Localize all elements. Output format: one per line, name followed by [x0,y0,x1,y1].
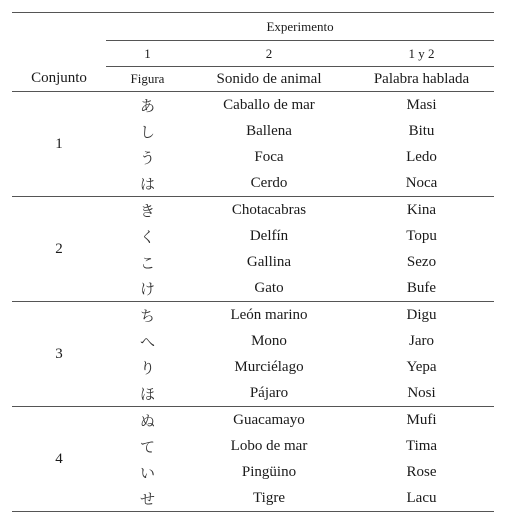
figure-glyph: き [139,201,155,220]
spoken-word: Rose [406,463,437,480]
figure-glyph: い [139,463,155,482]
header-blank [12,13,106,41]
set-number: 3 [12,302,106,407]
figure-glyph: う [139,148,155,167]
table-row [12,92,494,119]
spoken-word: Bufe [349,275,494,302]
header-experiment-1: 1 [106,41,189,67]
figure-glyph: は [106,170,189,197]
figure-glyph: ち [139,306,155,325]
header-experiment-1-y-2: 1 y 2 [349,41,494,67]
header-sonido: Sonido de animal [189,67,349,92]
spoken-word: Lacu [349,485,494,512]
stimulus-table-container [12,12,494,512]
figure-glyph: り [139,358,155,377]
animal-sound: Delfín [249,227,289,244]
spoken-word: Sezo [406,253,437,270]
table-row [12,407,494,434]
spoken-word: Digu [406,306,437,323]
spoken-word: Noca [349,170,494,197]
animal-sound: Gato [189,275,349,302]
header-row-numbers [12,41,494,67]
spoken-word: Mufi [406,411,437,428]
table-row [12,302,494,329]
animal-sound: Ballena [246,122,292,139]
header-palabra: Palabra hablada [349,67,494,92]
animal-sound: Foca [254,148,284,165]
animal-sound: Tigre [189,485,349,512]
animal-sound: Pingüino [241,463,297,480]
spoken-word: Nosi [349,380,494,407]
header-experimento: Experimento [106,13,494,41]
stimulus-table [12,12,494,512]
spoken-word: Masi [406,96,437,113]
animal-sound: Mono [251,332,287,349]
set-number: 1 [12,92,106,197]
spoken-word: Bitu [408,122,435,139]
figure-glyph: へ [139,332,155,351]
spoken-word: Jaro [409,332,435,349]
figure-glyph: く [139,227,155,246]
figure-glyph: こ [139,253,155,272]
header-figura: Figura [106,67,189,92]
animal-sound: Guacamayo [233,411,305,428]
header-conjunto: Conjunto [12,67,106,92]
animal-sound: León marino [230,306,308,323]
header-row-experimento [12,13,494,41]
set-number: 2 [12,197,106,302]
table-row [12,197,494,224]
animal-sound: Caballo de mar [223,96,315,113]
animal-sound: Murciélago [234,358,304,375]
header-experiment-2: 2 [189,41,349,67]
animal-sound: Chotacabras [231,201,307,218]
spoken-word: Ledo [406,148,437,165]
animal-sound: Lobo de mar [230,437,308,454]
figure-glyph: せ [106,485,189,512]
table-body [12,92,494,512]
header-row-labels [12,67,494,92]
figure-glyph: ぬ [139,411,155,430]
header-blank [12,41,106,67]
figure-glyph: し [139,122,155,141]
animal-sound: Cerdo [189,170,349,197]
figure-glyph: あ [139,96,155,115]
spoken-word: Kina [406,201,437,218]
figure-glyph: て [139,437,155,456]
animal-sound: Pájaro [189,380,349,407]
spoken-word: Topu [406,227,437,244]
set-number: 4 [12,407,106,512]
figure-glyph: ほ [106,380,189,407]
figure-glyph: け [106,275,189,302]
spoken-word: Yepa [406,358,437,375]
animal-sound: Gallina [246,253,292,270]
spoken-word: Tima [405,437,438,454]
